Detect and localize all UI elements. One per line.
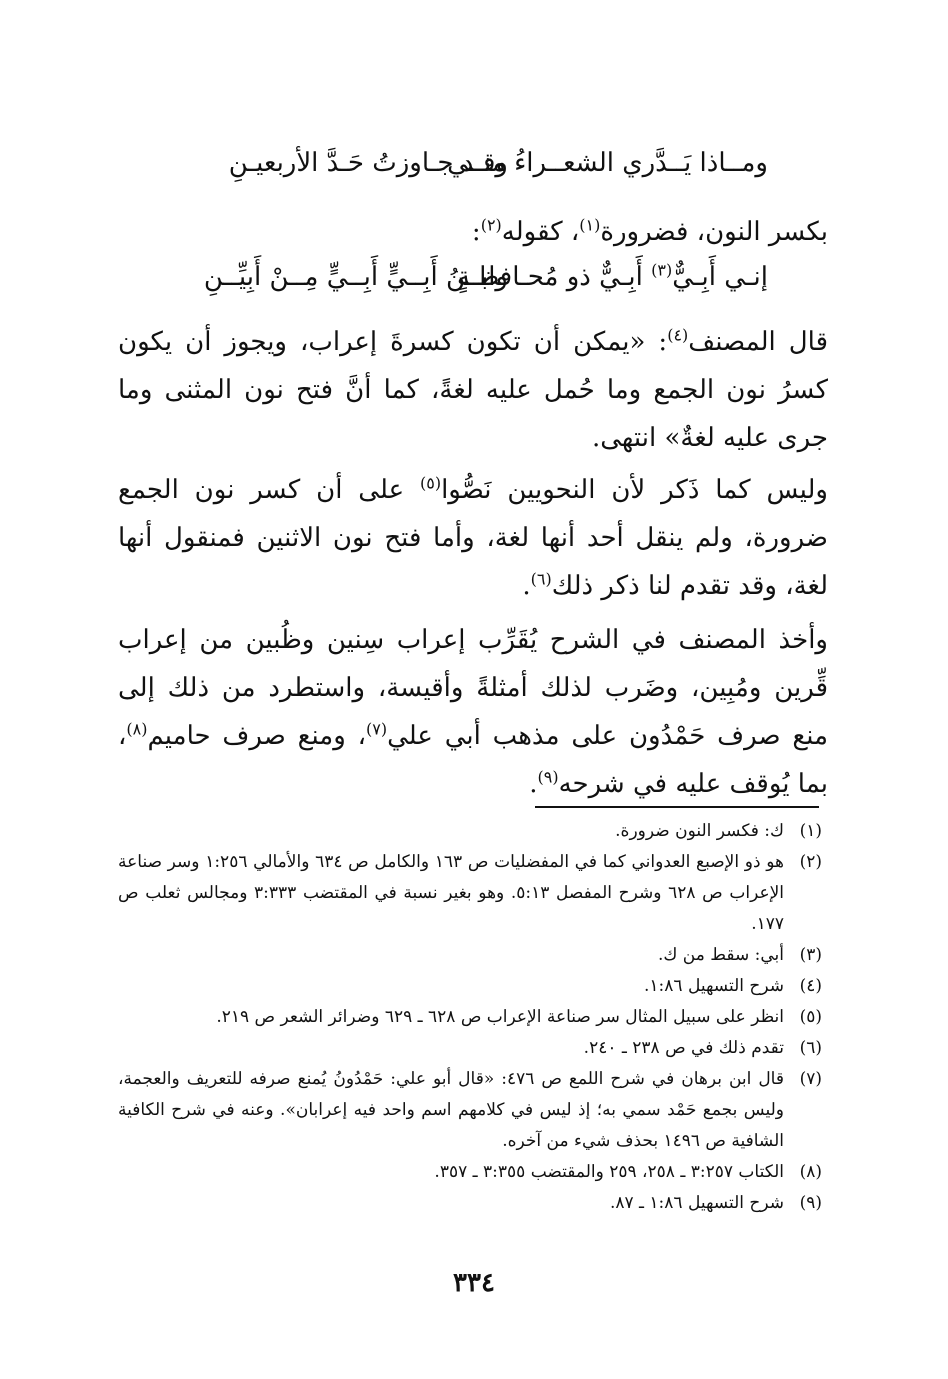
footnote <box>118 1002 822 1033</box>
para-1-text-b: : «يمكن أن تكون كسرةَ إعراب، ويجوز أن يكون كسرُ نون الجمع وما حُمل عليه لغةً، كما أنَّ فتح نون المثنى وما جرى عليه لغةٌ» انتهى. <box>118 327 828 453</box>
footnote-number: (٧) <box>799 1069 822 1089</box>
para-3-text-d: . <box>529 769 538 799</box>
footnote <box>118 1033 822 1064</box>
footnote-number: (٢) <box>799 852 822 872</box>
footnote <box>118 847 822 940</box>
line-2-mid: ، كقوله <box>501 217 580 247</box>
footnote-number: (٤) <box>799 976 822 996</box>
footnote <box>118 816 822 847</box>
verse-1-second-hemistich: وقـد جـاوزتُ حَـدَّ الأربعيـنِ <box>228 148 508 178</box>
footnote <box>118 940 822 971</box>
paragraph-2 <box>118 466 828 610</box>
para-2-text-c: . <box>522 571 531 601</box>
footnote-number: (٥) <box>799 1007 822 1027</box>
footnote-text: شرح التسهيل ١:٨٦ ـ ٨٧. <box>609 1193 784 1213</box>
para-3-text-c: ، بما يُوقف عليه في شرحه <box>118 721 828 799</box>
verse-line-1 <box>0 148 948 188</box>
footnote-ref-9[interactable]: (٩) <box>537 767 559 787</box>
paragraph-1 <box>118 318 828 462</box>
paragraph-3 <box>118 616 828 808</box>
para-2-text-b: على أن كسر نون الجمع ضرورة، ولم ينقل أحد أنها لغة، وأما فتح نون الاثنين فمنقول أنها لغة، وقد تقدم لنا ذكر ذلك <box>118 475 828 601</box>
footnote-ref-3[interactable]: (٣) <box>651 260 673 280</box>
footnote-text: انظر على سبيل المثال سر صناعة الإعراب ص ٦٢٨ ـ ٦٢٩ وضرائر الشعر ص ٢١٩. <box>216 1007 784 1027</box>
line-2-tail: : <box>471 217 481 247</box>
footnote-ref-2[interactable]: (٢) <box>480 215 502 235</box>
para-2-text-a: وليس كما ذَكر لأن النحويين نَصُّوا <box>441 475 828 505</box>
footnote-separator <box>535 806 819 808</box>
footnote-number: (١) <box>799 821 822 841</box>
footnote-ref-5[interactable]: (٥) <box>419 473 442 493</box>
footnote-number: (٣) <box>799 945 822 965</box>
footnote-number: (٦) <box>799 1038 822 1058</box>
footnote-text: شرح التسهيل ١:٨٦. <box>644 976 784 996</box>
verse-1-first-hemistich: ومــاذا يَــدَّري الشعــراءُ منــي <box>447 148 768 178</box>
footnote <box>118 971 822 1002</box>
footnote-text: تقدم ذلك في ص ٢٣٨ ـ ٢٤٠. <box>583 1038 784 1058</box>
footnotes <box>118 816 822 1219</box>
para-3-text-a: وأخذ المصنف في الشرح يُقَرِّب إعراب سِنين وظُبين من إعراب قِّرين ومُبِين، وضَرب لذلك أمثلةً وأقيسة، واستطرد من ذلك إلى منع صرف حَمْدُون على مذهب أبي علي <box>118 625 828 751</box>
footnote-ref-1[interactable]: (١) <box>579 215 601 235</box>
footnote-ref-6[interactable]: (٦) <box>530 569 552 589</box>
footnote-text: الكتاب ٣:٢٥٧ ـ ٢٥٨، ٢٥٩ والمقتضب ٣:٣٥٥ ـ ٣٥٧. <box>434 1162 784 1182</box>
verse-line-2 <box>0 262 948 302</box>
verse-2-part-b: أَبِـيٌّ ذو مُحـافظـةٍ <box>456 262 652 292</box>
footnote-ref-8[interactable]: (٨) <box>126 719 148 739</box>
footnote-ref-7[interactable]: (٧) <box>366 719 388 739</box>
footnote-ref-4[interactable]: (٤) <box>667 325 689 345</box>
footnote-text: هو ذو الإصبع العدواني كما في المفضليات ص ١٦٣ والكامل ص ٦٣٤ والأمالي ١:٢٥٦ وسر صناعة الإعراب ص ٦٢٨ وشرح المفصل ٥:١٣. وهو بغير نسبة في المقتضب ٣:٣٣٣ ومجالس ثعلب ص ١٧٧. <box>118 852 785 934</box>
footnote <box>118 1064 822 1157</box>
line-after-verse-1 <box>118 208 828 256</box>
footnote <box>118 1188 822 1219</box>
para-1-text-a: قال المصنف <box>688 327 828 357</box>
verse-2-second-hemistich: وابــنُ أَبِــيٍّ أَبِــيٍّ مِــنْ أَبِيِّــنِ <box>203 262 508 292</box>
page-number: ٣٣٤ <box>453 1268 495 1298</box>
footnote-number: (٨) <box>799 1162 822 1182</box>
line-2-text: بكسر النون، فضرورة <box>600 217 828 247</box>
footnote-text: قال ابن برهان في شرح اللمع ص ٤٧٦: «قال أبو علي: حَمْدُونُ يُمنع صرفه للتعريف والعجمة، وليس بجمع حَمْد سمي به؛ إذ ليس في كلامهم اسم واحد فيه إعرابان». وعنه في شرح الكافية الشافية ص ١٤٩٦ بحذف شيء من آخره. <box>118 1069 784 1151</box>
footnote-number: (٩) <box>799 1193 822 1213</box>
verse-2-part-a: إنـي أَبِـيٌّ <box>672 262 768 292</box>
footnote <box>118 1157 822 1188</box>
para-3-text-b: ، ومنع صرف حاميم <box>147 721 366 751</box>
footnote-text: ك: فكسر النون ضرورة. <box>615 821 784 841</box>
footnote-text: أبي: سقط من ك. <box>657 945 784 965</box>
